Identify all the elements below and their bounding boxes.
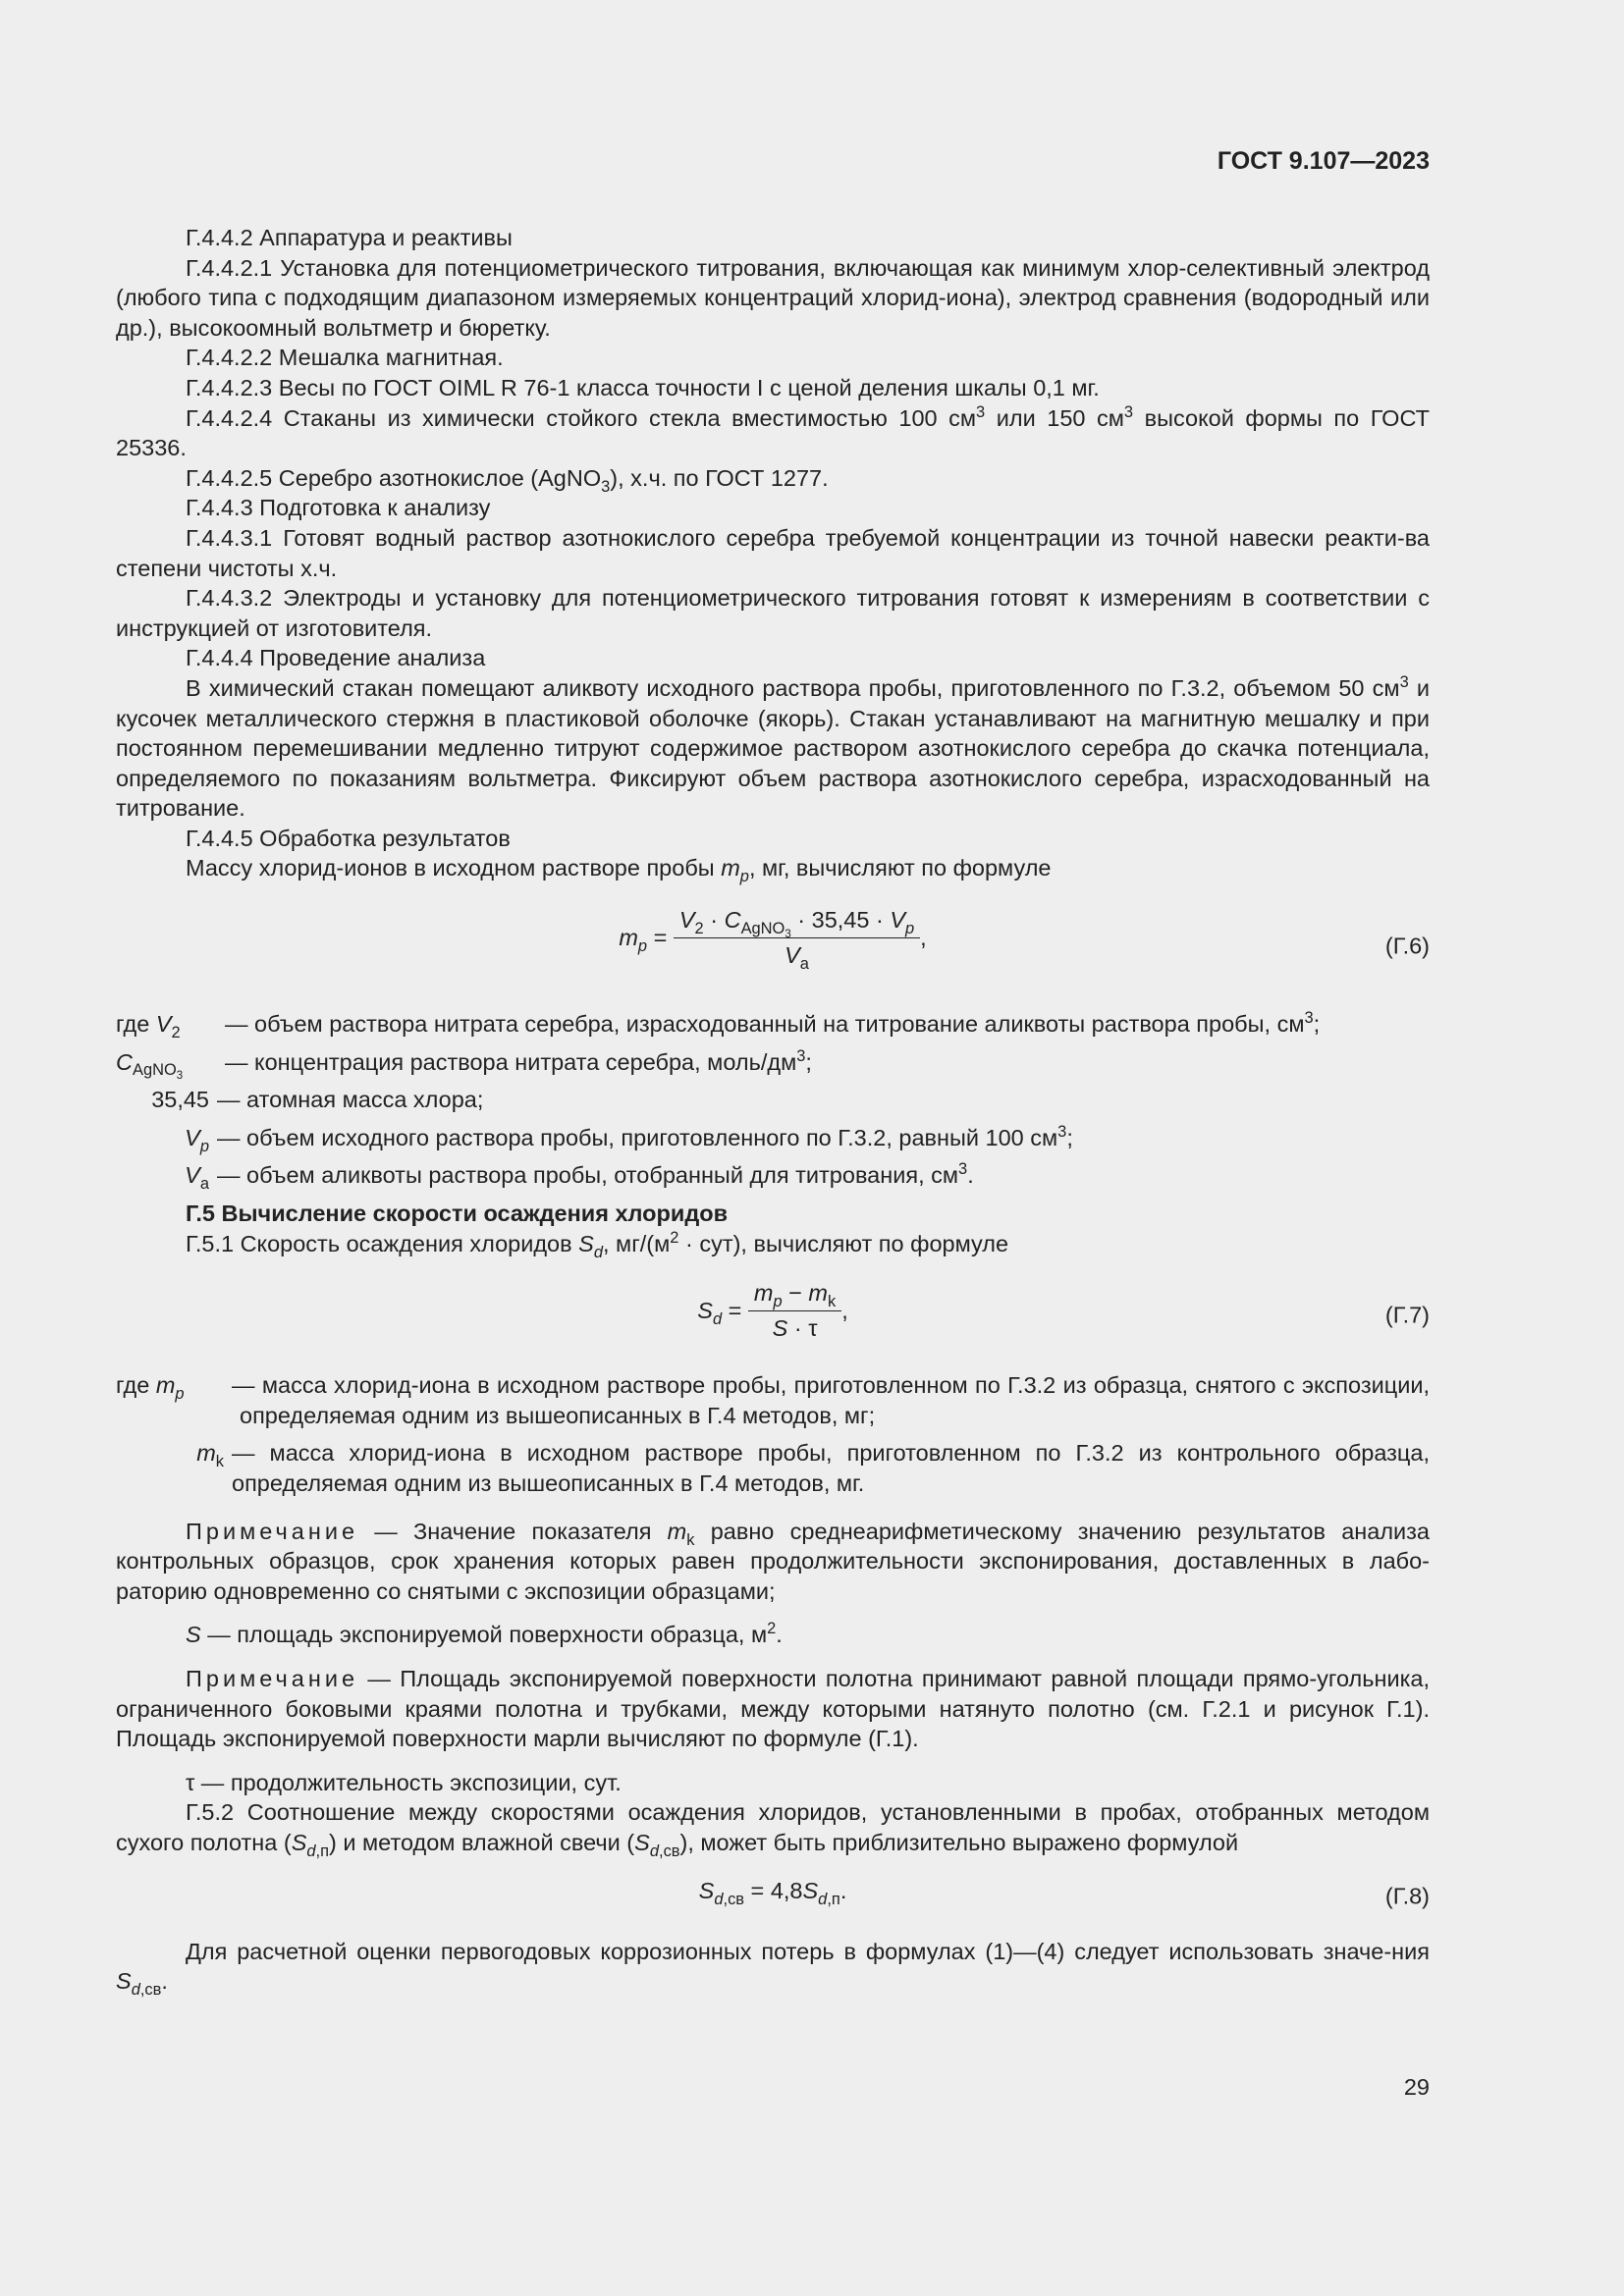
formula-number: (Г.6) bbox=[1384, 933, 1430, 959]
formula-g8: $S_{d,св} = 4,8S_{d,п}$. (Г.8) bbox=[116, 1876, 1430, 1917]
paragraph: Г.4.4.2.3 Весы по ГОСТ OIML R 76-1 класса точности I с ценой деления шкалы 0,1 мг. bbox=[186, 374, 1100, 400]
formula-number: (Г.8) bbox=[1384, 1883, 1430, 1909]
formula-number: (Г.7) bbox=[1384, 1302, 1430, 1328]
paragraph: Г.4.4.2.4 Стаканы из химически стойкого стекла вместимостью 100 $см^3$ или 150 $см^3$ высокой формы по ГОСТ 25336. bbox=[116, 402, 1430, 461]
definition-row: 35,45 — атомная масса хлора; bbox=[151, 1087, 484, 1113]
variable-definitions bbox=[116, 1370, 1430, 1498]
page-number: 29 bbox=[1403, 2074, 1430, 2100]
definition-row: $m_k$ — масса хлорид-иона в исходном растворе пробы, приготовленном по Г.3.2 из контрольного образца, определяемая одним из вышеописанных в Г.4 методов, мг. bbox=[196, 1440, 1430, 1496]
paragraph: Массу хлорид-ионов в исходном растворе пробы $m_p$, мг, вычисляют по формуле bbox=[186, 855, 1052, 886]
paragraph: Г.4.4.2.1 Установка для потенциометрического титрования, включающая как минимум хлор-селективный электрод (любого типа с подходящим диапазоном измеряемых концентраций хлорид-иона), электрод сравнения (водородный или др.), высокоомный вольтметр и бюретку. bbox=[116, 254, 1430, 341]
paragraph: Г.4.4.3.2 Электроды и установку для потенциометрического титрования готовят к измерениям в соответствии с инструкцией от изготовителя. bbox=[116, 585, 1430, 641]
paragraph: В химический стакан помещают аликвоту исходного раствора пробы, приготовленного по Г.3.2, объемом 50 $см^3$ и кусочек металлического стержня в пластиковой оболочке (якорь). Стакан устанавливают на магнитную мешалку и при постоянном перемешивании медленно титруют содержимое раствором азотнокислого серебра до скачка потенциала, определяемого по показаниям вольтметра. Фиксируют объем раствора азотнокислого серебра, израсходованный на титрование. bbox=[116, 672, 1430, 822]
definition-row: $V_a$ — объем аликвоты раствора пробы, отобранный для титрования, $см^3$. bbox=[185, 1160, 974, 1194]
section-heading: Г.4.4.4 Проведение анализа bbox=[186, 645, 486, 671]
section-heading: Г.4.4.3 Подготовка к анализу bbox=[186, 495, 491, 521]
section-title: Г.5 Вычисление скорости осаждения хлоридов bbox=[186, 1201, 729, 1227]
formula-g6: $m_p$ = $\frac{V_2 \cdot C_{AgNO_3} \cdot 35,45 \cdot V_p}{V_a}$ , (Г.6) bbox=[619, 907, 1430, 973]
definition-tau: τ — продолжительность экспозиции, сут. bbox=[186, 1769, 622, 1795]
section-heading: Г.4.4.5 Обработка результатов bbox=[186, 825, 511, 851]
variable-definitions bbox=[116, 1009, 1430, 1194]
definition-row: где $V_2$ — объем раствора нитрата серебра, израсходованный на титрование аликвоты раствора пробы, $см^3$; bbox=[116, 1009, 1321, 1041]
section-heading: Г.4.4.2 Аппаратура и реактивы bbox=[186, 225, 513, 250]
definition-s: S — площадь экспонируемой поверхности образца, $м^2$. bbox=[186, 1620, 783, 1648]
paragraph: Для расчетной оценки первогодовых коррозионных потерь в формулах (1)—(4) следует использовать значе-ния $S_{d,св}$. bbox=[116, 1938, 1430, 1999]
definition-row: где $m_p$ — масса хлорид-иона в исходном растворе пробы, приготовленном по Г.3.2 из образца, снятого с экспозиции, определяемая одним из вышеописанных в Г.4 методов, мг; bbox=[116, 1372, 1430, 1428]
paragraph: Г.5.2 Соотношение между скоростями осаждения хлоридов, установленными в пробах, отобранных методом сухого полотна $(S_{d,п})$ и методом влажной свечи $(S_{d,св})$, может быть приблизительно выражено формулой bbox=[116, 1799, 1430, 1860]
document-header: ГОСТ 9.107—2023 bbox=[1217, 147, 1430, 175]
body-text bbox=[116, 223, 1430, 1997]
paragraph: Г.4.4.2.5 Серебро азотнокислое (AgNO$_3$), х.ч. по ГОСТ 1277. bbox=[186, 464, 829, 496]
definition-row: $V_p$ — объем исходного раствора пробы, приготовленного по Г.3.2, равный 100 $см^3$; bbox=[185, 1122, 1073, 1155]
paragraph: Г.4.4.2.2 Мешалка магнитная. bbox=[186, 345, 504, 371]
paragraph: Г.5.1 Скорость осаждения хлоридов $S_d$, $мг/(м^2 \cdot сут)$, вычисляют по формуле bbox=[186, 1228, 1009, 1261]
paragraph: Г.4.4.3.1 Готовят водный раствор азотнокислого серебра требуемой концентрации из точной навески реакти-ва степени чистоты х.ч. bbox=[116, 524, 1430, 581]
formula-g7: $S_d$ = $\frac{m_p - m_k}{S \cdot \tau}$ , (Г.7) bbox=[697, 1280, 1430, 1341]
note: Примечание — Площадь экспонируемой поверхности полотна принимают равной площади прямо-угольника, ограниченного боковыми краями полотна и трубками, между которыми натянуто полотно (см. Г.2.1 и рисунок Г.1). Площадь экспонируемой поверхности марли вычисляют по формуле (Г.1). bbox=[116, 1665, 1430, 1752]
note: Примечание — Значение показателя $m_k$ равно среднеарифметическому значению результатов анализа контрольных образцов, срок хранения которых равен продолжительности экспонирования, доставленных в лабо-раторию одновременно со снятыми с экспозиции образцами; bbox=[116, 1518, 1431, 1604]
definition-row: $C_{AgNO_3}$ — концентрация раствора нитрата серебра, моль/$дм^3$; bbox=[116, 1046, 812, 1083]
